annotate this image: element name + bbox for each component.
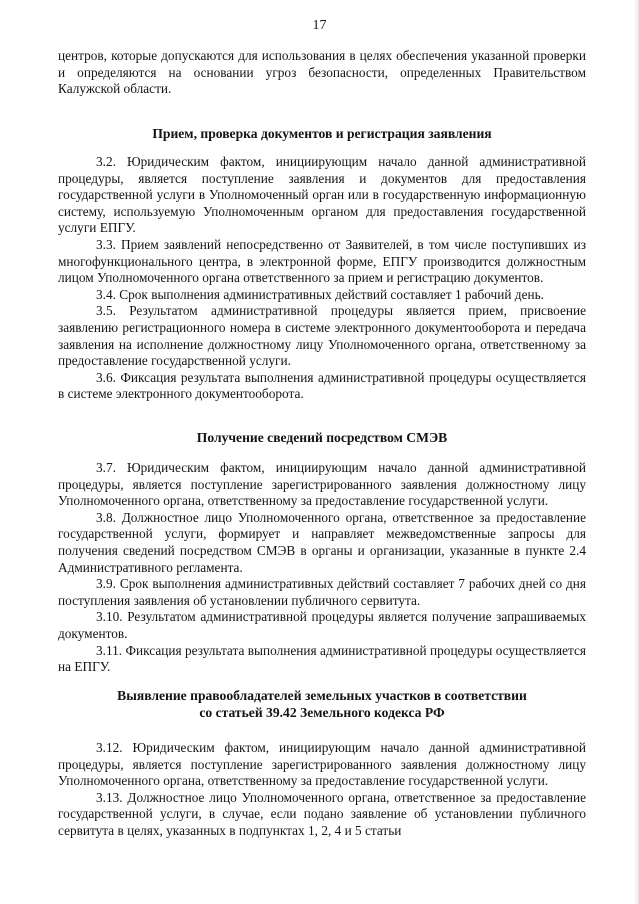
section-heading-line-1: Выявление правообладателей земельных участков в соответствии — [117, 688, 527, 703]
paragraph-3-10: 3.10. Результатом административной процедуры является получение запрашиваемых документов. — [58, 609, 586, 641]
paragraph-3-2: 3.2. Юридическим фактом, инициирующим начало данной административной процедуры, является поступление заявления и документов для предоставления государственной услуги в Уполномоченный орган или в государственную информационную систему, используемую Уполномоченным органом для предоставления государственной услуги ЕПГУ. — [58, 154, 586, 236]
paragraph-3-5: 3.5. Результатом административной процедуры является прием, присвоение заявлению регистрационного номера в системе электронного документооборота и передача заявления на исполнение должностному лицу Уполномоченного органа, ответственному за предоставление государственной услуги. — [58, 303, 586, 369]
intro-paragraph: центров, которые допускаются для использования в целях обеспечения указанной проверки и определяются на основании угроз безопасности, определенных Правительством Калужской области. — [58, 48, 586, 97]
section-heading-line-2: со статьей 39.42 Земельного кодекса РФ — [199, 704, 445, 720]
paragraph-3-11: 3.11. Фиксация результата выполнения административной процедуры осуществляется на ЕПГУ. — [58, 642, 586, 675]
scan-edge-shadow — [634, 0, 639, 904]
section-body-smev — [58, 460, 586, 676]
paragraph-3-13: 3.13. Должностное лицо Уполномоченного органа, ответственное за предоставление государственной услуги, в случае, если подано заявление об установлении публичного сервитута в целях, указанных в подпунктах 1, 2, 4 и 5 статьи — [58, 789, 586, 838]
section-heading-reception: Прием, проверка документов и регистрация заявления — [152, 126, 492, 141]
paragraph-3-4: 3.4. Срок выполнения административных действий составляет 1 рабочий день. — [96, 286, 544, 302]
paragraph-3-7: 3.7. Юридическим фактом, инициирующим начало данной административной процедуры, является поступление зарегистрированного заявления должностному лицу Уполномоченного органа, ответственному за предоставление государственной услуги. — [58, 460, 586, 509]
paragraph-3-9: 3.9. Срок выполнения административных действий составляет 7 рабочих дней со дня поступления заявления об установлении публичного сервитута. — [58, 576, 586, 608]
paragraph-3-8: 3.8. Должностное лицо Уполномоченного органа, ответственное за предоставление государственной услуги, формирует и направляет межведомственные запросы для получения сведений посредством СМЭВ в органы и организации, указанные в пункте 2.4 Административного регламента. — [58, 509, 586, 575]
paragraph-3-6: 3.6. Фиксация результата выполнения административной процедуры осуществляется в системе электронного документооборота. — [58, 369, 586, 402]
paragraph-3-3: 3.3. Прием заявлений непосредственно от Заявителей, в том числе поступивших из многофункционального центра, в электронной форме, ЕПГУ производится должностным лицом Уполномоченного органа ответственного за прием и регистрацию документов. — [58, 236, 586, 286]
section-heading-rightholders — [58, 688, 586, 721]
page-number: 17 — [312, 18, 327, 33]
intro-paragraph-block — [58, 48, 586, 98]
section-body-rightholders — [58, 740, 586, 840]
section-heading-smev: Получение сведений посредством СМЭВ — [196, 430, 448, 445]
paragraph-3-12: 3.12. Юридическим фактом, инициирующим начало данной административной процедуры, является поступление зарегистрированного заявления должностному лицу Уполномоченного органа, ответственному за предоставление государственной услуги. — [58, 740, 586, 789]
section-body-reception — [58, 154, 586, 403]
